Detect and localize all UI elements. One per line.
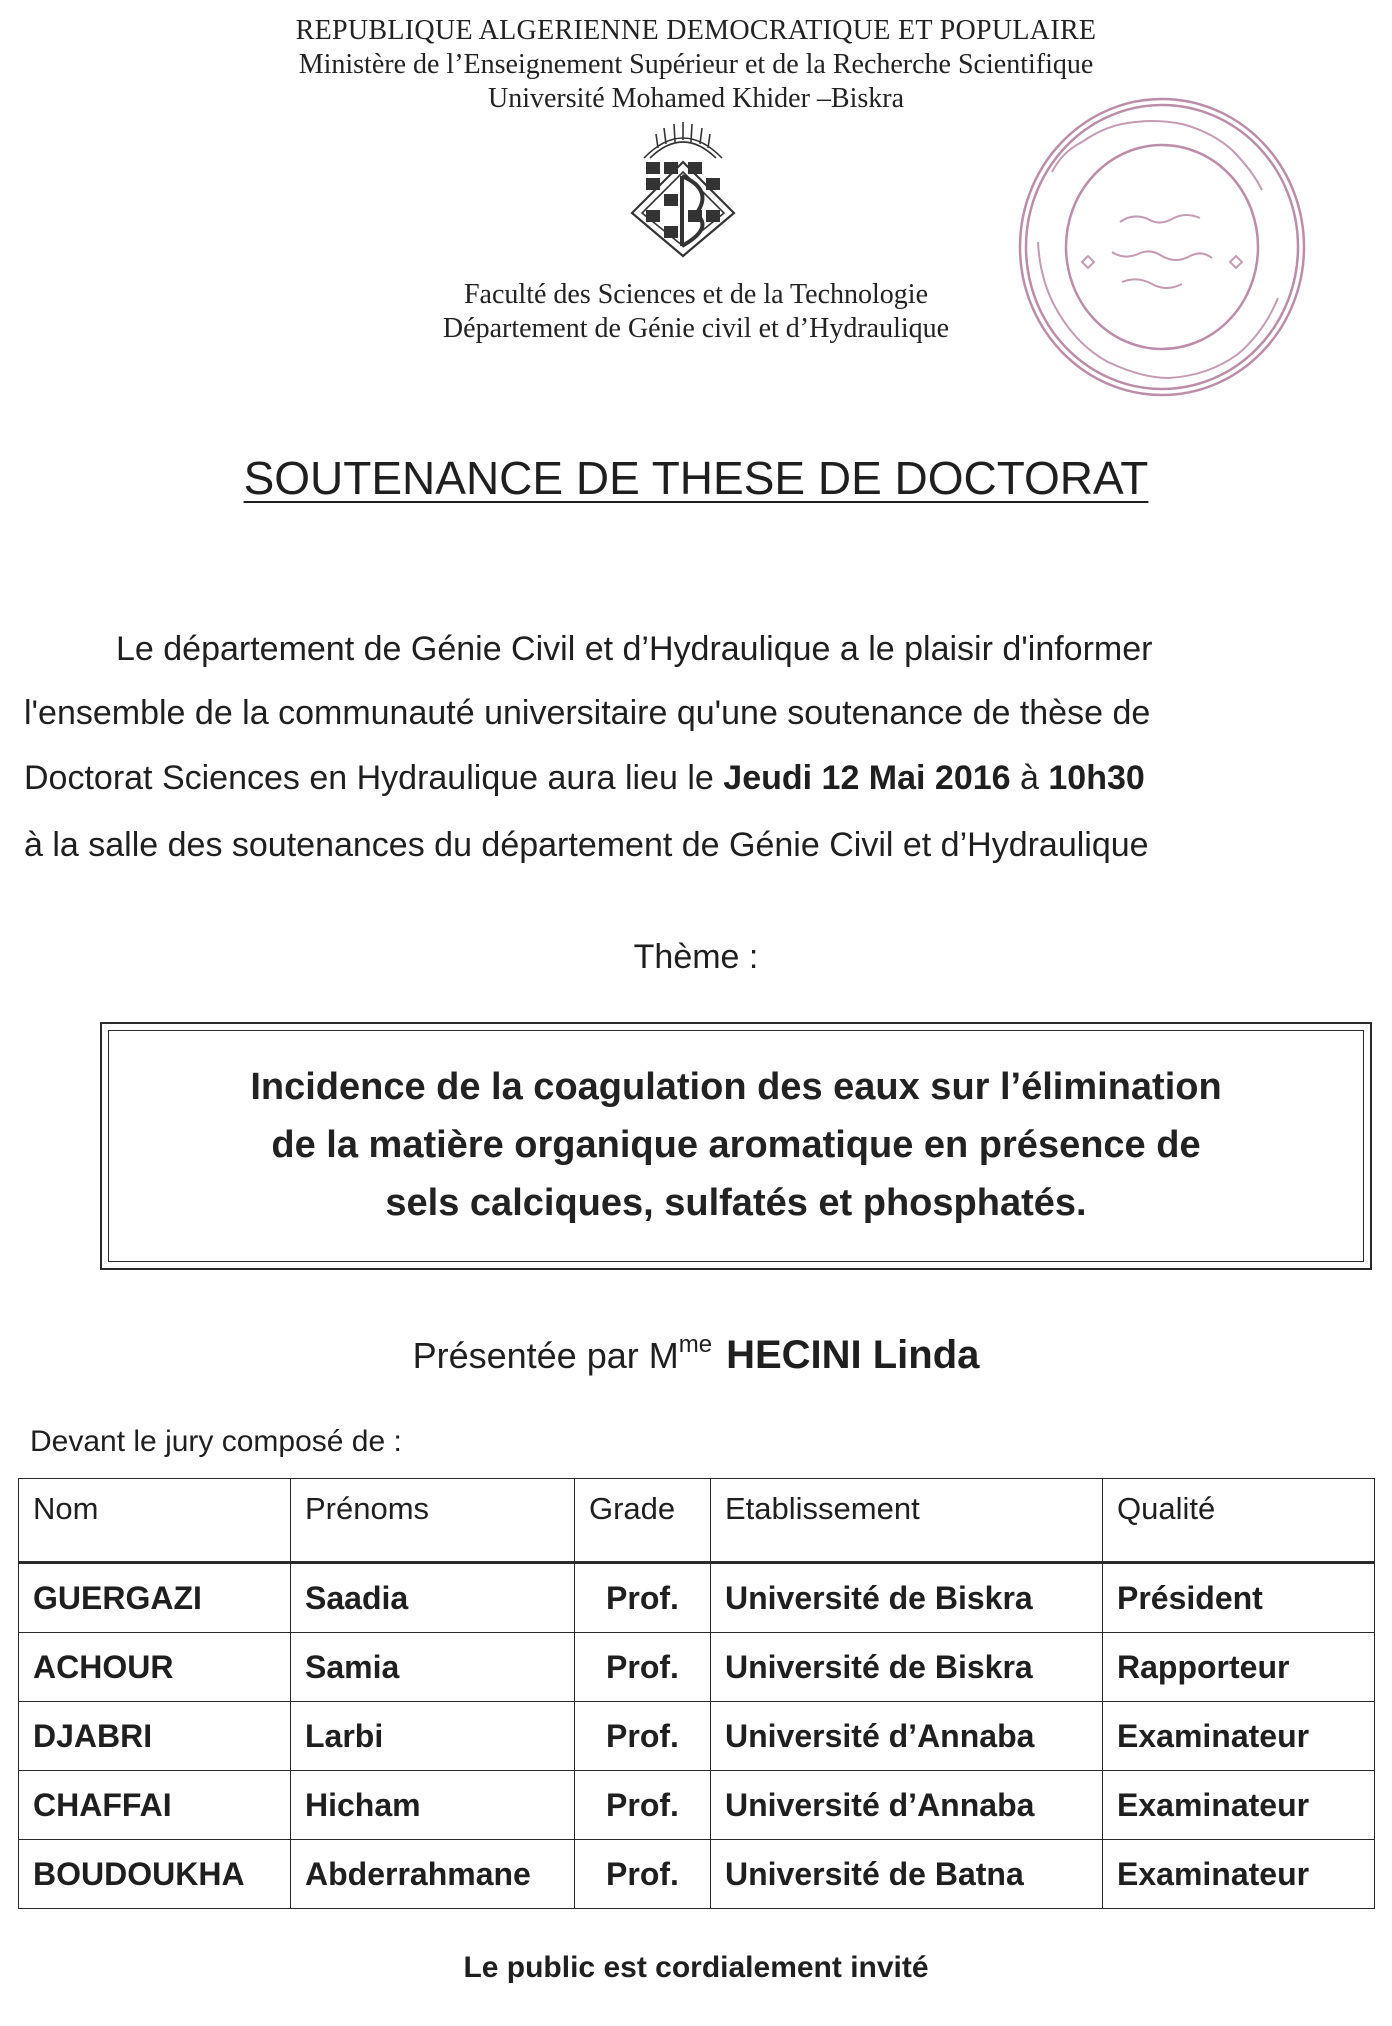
cell-grade: Prof. [575, 1840, 711, 1909]
cell-prenom: Hicham [291, 1771, 575, 1840]
announcement-line-3 [24, 757, 1145, 799]
header-ministry: Ministère de l’Enseignement Supérieur et de la Recherche Scientifique [298, 49, 1094, 80]
header-republic: REPUBLIQUE ALGERIENNE DEMOCRATIQUE ET POPULAIRE [295, 15, 1097, 46]
cell-nom: ACHOUR [19, 1633, 291, 1702]
cell-qualite: Président [1103, 1563, 1375, 1633]
cell-prenom: Saadia [291, 1563, 575, 1633]
table-row [19, 1771, 1375, 1840]
theme-label: Thème : [633, 938, 759, 976]
cell-etablissement: Université d’Annaba [711, 1771, 1103, 1840]
cell-nom: BOUDOUKHA [19, 1840, 291, 1909]
cell-qualite: Examinateur [1103, 1771, 1375, 1840]
cell-prenom: Larbi [291, 1702, 575, 1771]
table-row [19, 1563, 1375, 1633]
cell-etablissement: Université de Biskra [711, 1563, 1103, 1633]
col-header-prenoms: Prénoms [291, 1479, 575, 1563]
header-faculty: Faculté des Sciences et de la Technologie [463, 279, 929, 310]
theme-box [100, 1022, 1372, 1270]
presenter-prefix: Présentée par M [412, 1335, 679, 1376]
announcement-line-3-mid: à [1010, 759, 1049, 797]
page-title: SOUTENANCE DE THESE DE DOCTORAT [243, 452, 1149, 504]
cell-etablissement: Université d’Annaba [711, 1702, 1103, 1771]
department-stamp-seal [1012, 92, 1312, 402]
cell-nom: DJABRI [19, 1702, 291, 1771]
header-department: Département de Génie civil et d’Hydraulique [442, 313, 950, 344]
cell-etablissement: Université de Biskra [711, 1633, 1103, 1702]
announcement-line-4: à la salle des soutenances du département de Génie Civil et d’Hydraulique [24, 826, 1149, 864]
cell-nom: GUERGAZI [19, 1563, 291, 1633]
cell-grade: Prof. [575, 1702, 711, 1771]
col-header-etablissement: Etablissement [711, 1479, 1103, 1563]
theme-line-2: de la matière organique aromatique en présence de [271, 1124, 1201, 1166]
announcement-line-2: l'ensemble de la communauté universitaire qu'une soutenance de thèse de [24, 694, 1151, 732]
cell-qualite: Examinateur [1103, 1840, 1375, 1909]
closing-invitation: Le public est cordialement invité [463, 1951, 929, 1984]
col-header-qualite: Qualité [1103, 1479, 1375, 1563]
cell-prenom: Samia [291, 1633, 575, 1702]
theme-line-1: Incidence de la coagulation des eaux sur l’élimination [250, 1066, 1222, 1108]
presenter-name: HECINI Linda [726, 1333, 980, 1377]
header-university: Université Mohamed Khider –Biskra [487, 83, 905, 114]
table-row [19, 1633, 1375, 1702]
col-header-grade: Grade [575, 1479, 711, 1563]
defense-date: Jeudi 12 Mai 2016 [723, 759, 1011, 797]
cell-nom: CHAFFAI [19, 1771, 291, 1840]
cell-etablissement: Université de Batna [711, 1840, 1103, 1909]
table-row [19, 1840, 1375, 1909]
cell-prenom: Abderrahmane [291, 1840, 575, 1909]
cell-grade: Prof. [575, 1633, 711, 1702]
announcement-line-3-prefix: Doctorat Sciences en Hydraulique aura lieu le [24, 759, 724, 797]
jury-header-row [19, 1479, 1375, 1563]
table-row [19, 1702, 1375, 1771]
col-header-nom: Nom [19, 1479, 291, 1563]
cell-grade: Prof. [575, 1771, 711, 1840]
theme-title [122, 1058, 1350, 1232]
defense-time: 10h30 [1048, 759, 1145, 797]
presenter [0, 1332, 1392, 1379]
jury-table [18, 1478, 1375, 1909]
presenter-title-sup: me [678, 1331, 713, 1358]
cell-grade: Prof. [575, 1563, 711, 1633]
cell-qualite: Rapporteur [1103, 1633, 1375, 1702]
cell-qualite: Examinateur [1103, 1702, 1375, 1771]
university-logo-icon [622, 118, 744, 258]
jury-label: Devant le jury composé de : [30, 1425, 402, 1458]
announcement-line-1: Le département de Génie Civil et d’Hydraulique a le plaisir d'informer [116, 630, 1153, 668]
theme-line-3: sels calciques, sulfatés et phosphatés. [385, 1182, 1087, 1224]
